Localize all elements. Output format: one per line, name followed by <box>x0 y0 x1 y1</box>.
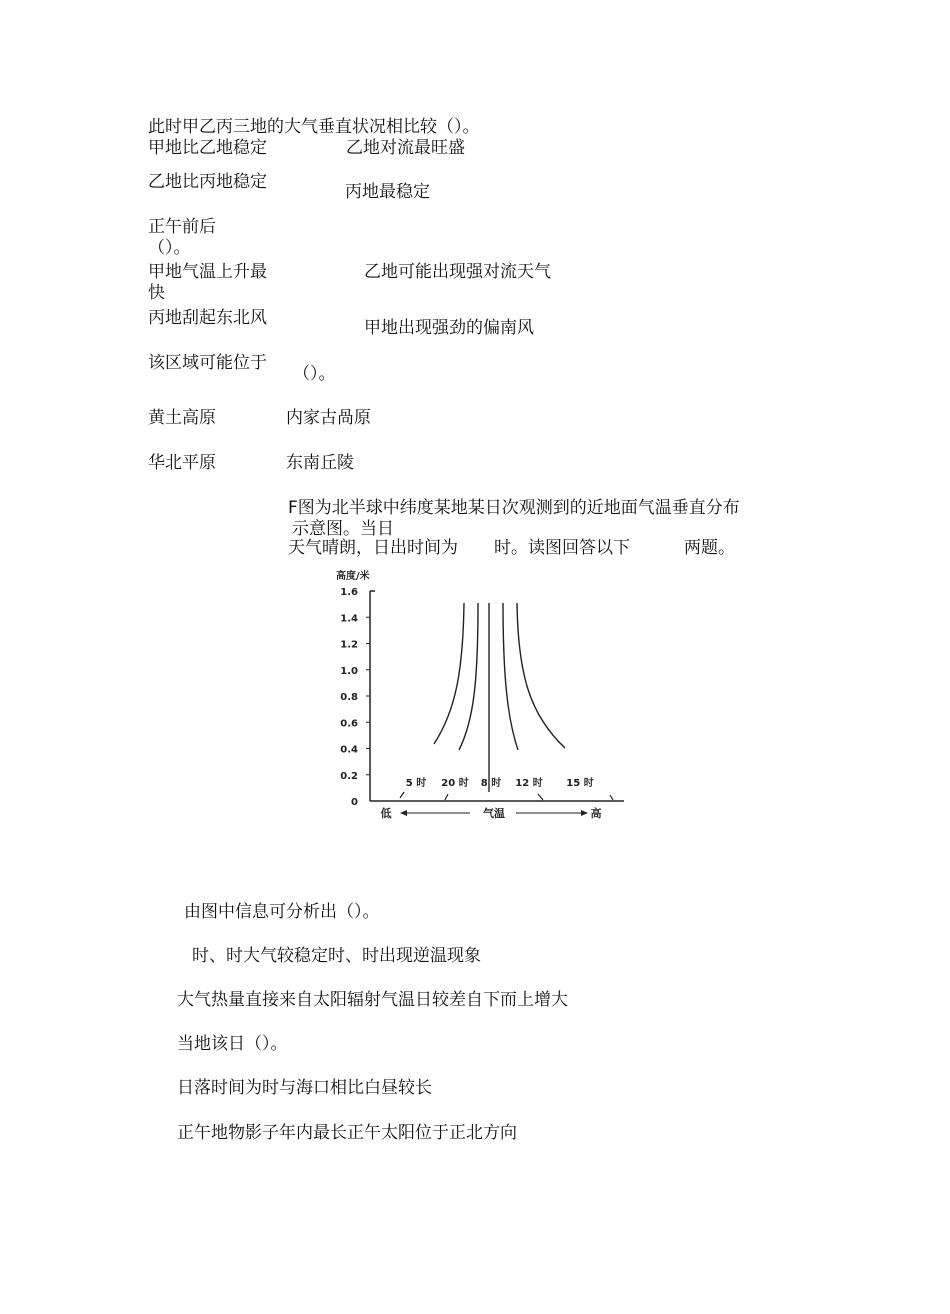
y-tick-label: 0.4 <box>340 744 358 756</box>
q2-stem-line2: （）。 <box>148 238 191 258</box>
q2-stem-line1: 正午前后 <box>148 217 216 237</box>
intro-line3a: 天气晴朗，日出时间为 <box>288 538 458 558</box>
q2-option-b: 乙地可能出现强对流天气 <box>364 262 551 282</box>
intro-line3b: 时。读图回答以下 <box>494 538 630 558</box>
curve-label-20时: 20 时 <box>441 778 469 789</box>
temperature-profile-chart <box>320 560 640 830</box>
q1-option-d: 丙地最稳定 <box>345 182 430 202</box>
q2-option-d: 甲地出现强劲的偏南风 <box>364 318 534 338</box>
intro-line2: 示意图。当日 <box>292 519 394 539</box>
y-tick-label: 1.6 <box>340 587 358 598</box>
q1-option-c: 乙地比丙地稳定 <box>148 172 267 192</box>
q3-stem-right: （）。 <box>293 364 336 384</box>
x-axis-label: 气温 <box>483 807 505 820</box>
q5-options-cd: 正午地物影子年内最长正午太阳位于正北方向 <box>177 1123 517 1143</box>
q1-option-a: 甲地比乙地稳定 <box>148 138 267 158</box>
q3-stem-left: 该区域可能位于 <box>148 353 267 373</box>
q1-option-b: 乙地对流最旺盛 <box>346 138 465 158</box>
q1-stem: 此时甲乙丙三地的大气垂直状况相比较（）。 <box>148 117 480 137</box>
curve-label-5时: 5 时 <box>405 778 427 789</box>
x-axis-left-arrowhead <box>400 810 407 816</box>
intro-line1: F图为北半球中纬度某地某日次观测到的近地面气温垂直分布 <box>288 498 740 518</box>
q5-stem: 当地该日（）。 <box>177 1034 288 1054</box>
y-tick-label: 0 <box>351 797 358 808</box>
q3-option-c: 华北平原 <box>148 453 216 473</box>
intro-line3c: 两题。 <box>684 538 735 558</box>
q3-option-a: 黄土高原 <box>148 408 216 428</box>
q2-option-a: 甲地气温上升最快 <box>148 262 267 303</box>
y-tick-label: 0.2 <box>340 770 358 782</box>
y-tick-label: 1.2 <box>340 639 358 651</box>
q3-option-b: 内家古咼原 <box>286 408 371 428</box>
q3-option-d: 东南丘陵 <box>286 453 354 473</box>
temperature-curve-base-12时 <box>538 794 543 800</box>
y-tick-label: 0.8 <box>340 692 358 703</box>
y-tick-label: 0.6 <box>340 718 358 730</box>
temperature-curve-base-15时 <box>610 795 613 800</box>
x-axis-right-arrowhead <box>581 810 588 816</box>
temperature-curve-base-20时 <box>445 794 448 800</box>
temperature-curve-base-5时 <box>400 792 404 798</box>
temperature-curve-15时 <box>517 603 565 748</box>
y-tick-label: 1.0 <box>340 665 358 677</box>
q5-options-ab: 日落时间为时与海口相比白昼较长 <box>177 1078 432 1098</box>
curve-label-15时: 15 时 <box>566 778 594 789</box>
q4-options-ab: 时、时大气较稳定时、时出现逆温现象 <box>192 946 481 966</box>
q4-options-cd: 大气热量直接来自太阳辐射气温日较差自下而上增大 <box>177 990 568 1010</box>
temperature-curve-5时 <box>434 603 464 744</box>
q2-option-c: 丙地刮起东北风 <box>148 308 267 328</box>
y-tick-label: 1.4 <box>340 613 358 625</box>
x-axis-high-label: 高 <box>590 807 602 820</box>
x-axis-low-label: 低 <box>380 807 392 820</box>
curve-label-8时: 8 时 <box>480 778 502 789</box>
q4-stem: 由图中信息可分析出（）。 <box>184 902 380 922</box>
curve-label-12时: 12 时 <box>515 778 543 789</box>
temperature-curve-12时 <box>503 603 518 750</box>
temperature-curve-20时 <box>459 603 478 750</box>
y-axis-label: 高度/米 <box>336 571 370 582</box>
